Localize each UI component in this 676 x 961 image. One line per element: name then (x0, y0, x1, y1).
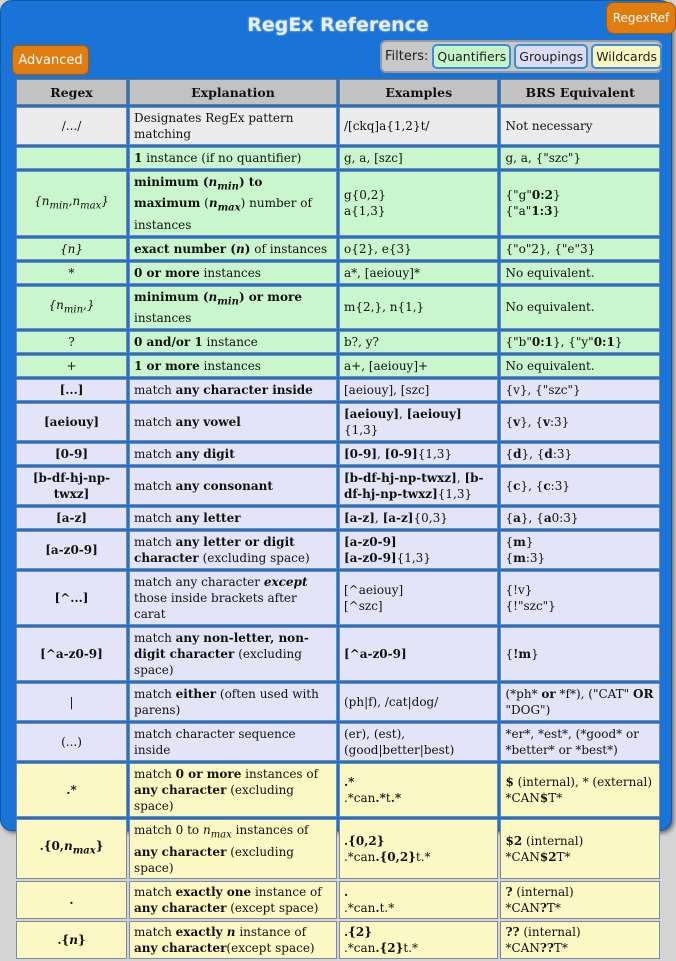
explanation-cell: match exactly n instance of any character(except space) (129, 921, 337, 959)
advanced-button[interactable]: Advanced (12, 45, 89, 75)
table-row (16, 627, 660, 681)
examples-cell: g{0,2} a{1,3} (339, 171, 499, 236)
regex-cell: [aeiouy] (16, 403, 127, 441)
examples-cell: .* .*can.*t.* (339, 763, 499, 817)
examples-cell: [^a-z0-9] (339, 627, 499, 681)
brs-equivalent-cell: No equivalent. (500, 286, 660, 329)
regex-cell: $\{n_{min},\}$ (16, 286, 127, 329)
table-row (16, 507, 660, 529)
brs-equivalent-cell: {"g"0:2} {"a"1:3} (500, 171, 660, 236)
examples-cell: [^aeiouy] [^szc] (339, 571, 499, 625)
explanation-cell: match any character except those inside brackets after carat (129, 571, 337, 625)
examples-cell: a*, [aeiouy]* (339, 262, 499, 284)
examples-cell: (er), (est), (good|better|best) (339, 723, 499, 761)
brs-equivalent-cell: {m} {m:3} (500, 531, 660, 569)
regex-cell: | (16, 683, 127, 721)
regex-cell: . (16, 881, 127, 919)
explanation-cell: exact number (n) of instances (129, 238, 337, 260)
brs-equivalent-cell: $2 (internal) *CAN$2T* (500, 819, 660, 878)
regex-cell: [b-df-hj-np-twxz] (16, 467, 127, 505)
table-row (16, 171, 660, 236)
examples-cell: o{2}, e{3} (339, 238, 499, 260)
regex-cell: + (16, 355, 127, 377)
examples-cell: m{2,}, n{1,} (339, 286, 499, 329)
regex-cell: [^a-z0-9] (16, 627, 127, 681)
examples-cell: [a-z], [a-z]{0,3} (339, 507, 499, 529)
table-row (16, 683, 660, 721)
explanation-cell: minimum $(n_{min})$ or more instances (129, 286, 337, 329)
examples-cell: [aeiouy], [szc] (339, 379, 499, 401)
explanation-cell: match exactly one instance of any character (except space) (129, 881, 337, 919)
table-row (16, 286, 660, 329)
table-row (16, 723, 660, 761)
table-row (16, 763, 660, 817)
brs-equivalent-cell: {"o"2}, {"e"3} (500, 238, 660, 260)
regex-cell: [...] (16, 379, 127, 401)
explanation-cell: Designates RegEx pattern matching (129, 107, 337, 145)
explanation-cell: match any digit (129, 443, 337, 465)
brs-equivalent-cell: {c}, {c:3} (500, 467, 660, 505)
regex-cell: $\{n_{min},n_{max}\}$ (16, 171, 127, 236)
brs-equivalent-cell: {"b"0:1}, {"y"0:1} (500, 331, 660, 353)
explanation-cell: 1 or more instances (129, 355, 337, 377)
table-row (16, 819, 660, 878)
regex-cell: [^...] (16, 571, 127, 625)
page-title: RegEx Reference (247, 14, 429, 36)
explanation-cell: 0 and/or 1 instance (129, 331, 337, 353)
examples-cell: [0-9], [0-9]{1,3} (339, 443, 499, 465)
brs-equivalent-cell: {v}, {v:3} (500, 403, 660, 441)
brs-equivalent-cell: {v}, {"szc"} (500, 379, 660, 401)
regex-reference-table (14, 77, 662, 961)
explanation-cell: match any vowel (129, 403, 337, 441)
explanation-cell: match any consonant (129, 467, 337, 505)
table-row (16, 467, 660, 505)
brs-equivalent-cell: {!m} (500, 627, 660, 681)
regex-cell: * (16, 262, 127, 284)
table-row (16, 403, 660, 441)
table-body (16, 107, 660, 959)
examples-cell: g, a, [szc] (339, 147, 499, 169)
table-row (16, 107, 660, 145)
regex-cell: [a-z0-9] (16, 531, 127, 569)
regex-cell: $.\{0,n_{max}\}$ (16, 819, 127, 878)
table-row (16, 881, 660, 919)
brs-equivalent-cell: g, a, {"szc"} (500, 147, 660, 169)
table-row (16, 331, 660, 353)
brs-equivalent-cell: $ (internal), * (external) *CAN$T* (500, 763, 660, 817)
table-row (16, 531, 660, 569)
regex-cell: .{n} (16, 921, 127, 959)
brs-equivalent-cell: (*ph* or *f*), ("CAT" OR "DOG") (500, 683, 660, 721)
explanation-cell: 0 or more instances (129, 262, 337, 284)
explanation-cell: match any letter or digit character (excluding space) (129, 531, 337, 569)
regex-cell (16, 147, 127, 169)
brs-equivalent-cell: {!v} {!"szc"} (500, 571, 660, 625)
regex-cell: (...) (16, 723, 127, 761)
filter-wildcards-button[interactable]: Wildcards (591, 44, 662, 69)
brs-equivalent-cell: ?? (internal) *CAN??T* (500, 921, 660, 959)
brs-equivalent-cell: {a}, {a0:3} (500, 507, 660, 529)
examples-cell: [b-df-hj-np-twxz], [b-df-hj-np-twxz]{1,3} (339, 467, 499, 505)
table-row (16, 571, 660, 625)
explanation-cell: match 0 to $n_{max}$ instances of any character (excluding space) (129, 819, 337, 878)
explanation-cell: match any non-letter, non-digit character (excluding space) (129, 627, 337, 681)
column-header-brs-equivalent: BRS Equivalent (500, 79, 660, 105)
filters-bar (380, 40, 662, 73)
brs-equivalent-cell: Not necessary (500, 107, 660, 145)
table-row (16, 355, 660, 377)
regex-cell: [0-9] (16, 443, 127, 465)
brs-equivalent-cell: ? (internal) *CAN?T* (500, 881, 660, 919)
explanation-cell: match either (often used with parens) (129, 683, 337, 721)
brs-equivalent-cell: {d}, {d:3} (500, 443, 660, 465)
explanation-cell: 1 instance (if no quantifier) (129, 147, 337, 169)
regex-cell: [a-z] (16, 507, 127, 529)
table-row (16, 147, 660, 169)
examples-cell: a+, [aeiouy]+ (339, 355, 499, 377)
examples-cell: .{0,2} .*can.{0,2}t.* (339, 819, 499, 878)
regex-cell: .* (16, 763, 127, 817)
brs-equivalent-cell: No equivalent. (500, 355, 660, 377)
examples-cell: (ph|f), /cat|dog/ (339, 683, 499, 721)
regex-cell: /.../ (16, 107, 127, 145)
examples-cell: [a-z0-9] [a-z0-9]{1,3} (339, 531, 499, 569)
filters-label: Filters: (385, 49, 429, 64)
table-row (16, 921, 660, 959)
filter-groupings-button[interactable]: Groupings (514, 44, 588, 69)
brs-equivalent-cell: No equivalent. (500, 262, 660, 284)
explanation-cell: match any character inside (129, 379, 337, 401)
table-row (16, 262, 660, 284)
table-row (16, 443, 660, 465)
column-header-regex: Regex (16, 79, 127, 105)
explanation-cell: match 0 or more instances of any character (excluding space) (129, 763, 337, 817)
table-row (16, 238, 660, 260)
examples-cell: [aeiouy], [aeiouy]{1,3} (339, 403, 499, 441)
column-header-examples: Examples (339, 79, 499, 105)
table-row (16, 379, 660, 401)
regexref-button[interactable]: RegexRef (606, 2, 676, 34)
examples-cell: /[ckq]a{1,2}t/ (339, 107, 499, 145)
table-header-row (16, 79, 660, 105)
explanation-cell: match character sequence inside (129, 723, 337, 761)
explanation-cell: match any letter (129, 507, 337, 529)
examples-cell: b?, y? (339, 331, 499, 353)
explanation-cell: minimum $(n_{min})$ to maximum $(n_{max})$ number of instances (129, 171, 337, 236)
examples-cell: . .*can.t.* (339, 881, 499, 919)
filter-quantifiers-button[interactable]: Quantifiers (432, 44, 511, 69)
examples-cell: .{2} .*can.{2}t.* (339, 921, 499, 959)
column-header-explanation: Explanation (129, 79, 337, 105)
brs-equivalent-cell: *er*, *est*, (*good* or *better* or *best*) (500, 723, 660, 761)
regex-cell: {n} (16, 238, 127, 260)
regex-cell: ? (16, 331, 127, 353)
